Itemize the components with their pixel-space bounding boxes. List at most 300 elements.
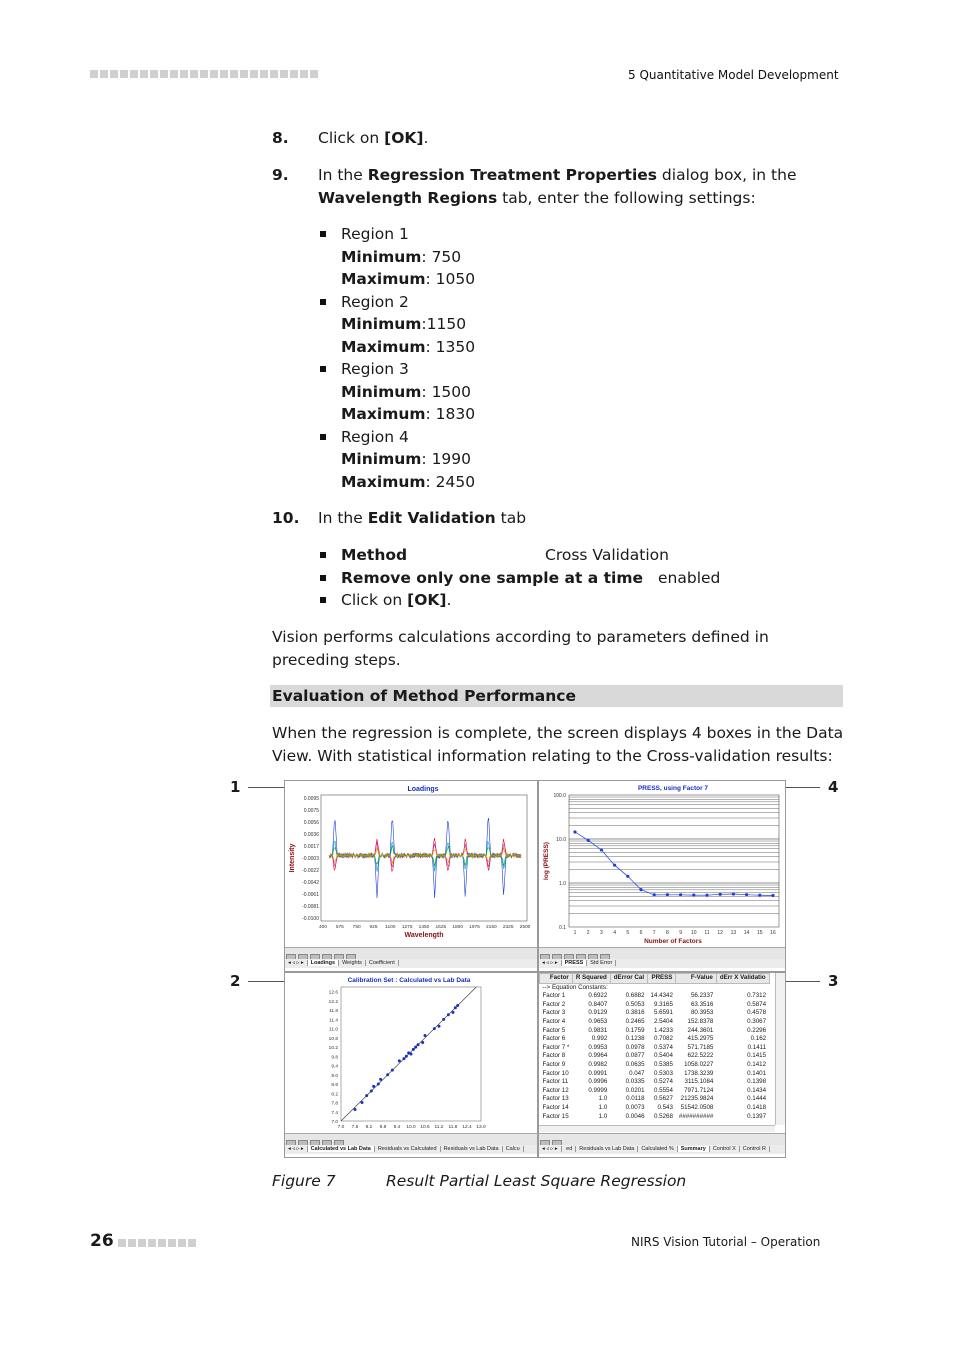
y-tick-label: 1.0 xyxy=(559,881,566,887)
chart-title: PRESS, using Factor 7 xyxy=(637,785,709,792)
table-cell: 0.5385 xyxy=(653,1060,673,1068)
region-item: Region 2 Minimum:1150 Maximum: 1350 xyxy=(318,291,475,359)
scatter-point xyxy=(398,1059,401,1062)
plot-frame xyxy=(569,795,779,927)
tab-weights[interactable]: Weights xyxy=(339,960,366,966)
y-tick-label: -0.0081 xyxy=(302,904,319,910)
tab-calculated-[interactable]: Calculated % xyxy=(638,1146,677,1152)
scatter-point xyxy=(447,1013,450,1016)
y-tick-label: 11.8 xyxy=(329,1009,338,1015)
table-cell: Factor 6 xyxy=(542,1035,566,1043)
press-data-point xyxy=(732,892,735,895)
panel-toolbar xyxy=(539,947,785,959)
table-cell: 0.5274 xyxy=(653,1078,673,1086)
table-cell: 0.9991 xyxy=(588,1069,608,1077)
press-data-point xyxy=(719,893,722,896)
x-tick-label: 11.2 xyxy=(434,1125,444,1130)
scatter-point xyxy=(391,1069,394,1072)
scatter-point xyxy=(354,1108,357,1111)
nav-arrows-icon[interactable]: ◂ ◃ ▹ ▸ xyxy=(539,1146,562,1152)
calibration-chart xyxy=(285,973,537,1133)
scatter-point xyxy=(361,1101,364,1104)
scatter-point xyxy=(403,1057,406,1060)
table-cell: Factor 3 xyxy=(542,1009,566,1017)
x-tick-label: 2 xyxy=(586,930,590,936)
y-tick-label: 7.4 xyxy=(331,1110,338,1116)
table-cell: Factor 15 xyxy=(542,1112,569,1120)
table-cell: 415.2975 xyxy=(687,1035,714,1043)
press-data-point xyxy=(639,888,642,891)
x-tick-label: 1800 xyxy=(452,925,464,930)
table-cell: Factor 7 * xyxy=(542,1043,570,1051)
table-cell: 0.9653 xyxy=(588,1017,608,1025)
table-cell: 0.5053 xyxy=(625,1000,645,1008)
scatter-point xyxy=(421,1041,424,1044)
table-cell: 0.1412 xyxy=(747,1060,767,1068)
section-heading: Evaluation of Method Performance xyxy=(270,685,843,707)
y-tick-label: -0.0061 xyxy=(302,892,319,898)
press-data-point xyxy=(745,893,748,896)
table-cell: 51542.0508 xyxy=(680,1103,714,1111)
table-cell: Factor 10 xyxy=(542,1069,569,1077)
scatter-point xyxy=(424,1034,427,1037)
y-tick-label: 9.8 xyxy=(331,1055,338,1061)
table-cell: 80.3953 xyxy=(690,1009,714,1017)
table-cell: 0.4578 xyxy=(747,1009,767,1017)
scatter-point xyxy=(370,1089,373,1092)
x-tick-label: 925 xyxy=(369,925,378,930)
y-tick-label: 0.1 xyxy=(559,925,566,931)
panel-tabs xyxy=(285,959,537,968)
scatter-point xyxy=(417,1043,420,1046)
table-cell: 0.1398 xyxy=(747,1078,767,1086)
table-row xyxy=(540,983,770,992)
x-tick-label: 6 xyxy=(639,930,643,936)
table-cell: 0.1444 xyxy=(747,1095,767,1103)
footer-decoration xyxy=(118,1239,196,1247)
y-tick-label: 0.0056 xyxy=(303,820,319,826)
scatter-point xyxy=(442,1018,445,1021)
scatter-point xyxy=(456,1004,459,1007)
table-row[interactable] xyxy=(540,1035,770,1044)
callout-4: 4 xyxy=(828,778,839,796)
table-row[interactable] xyxy=(540,1009,770,1018)
tab-press[interactable]: PRESS xyxy=(562,960,588,966)
nav-arrows-icon[interactable]: ◂ ◃ ▹ ▸ xyxy=(539,960,562,966)
table-cell: 14.4342 xyxy=(650,992,673,1000)
region-list xyxy=(318,223,475,493)
table-cell: 0.0201 xyxy=(625,1086,645,1094)
table-row[interactable] xyxy=(540,1113,770,1122)
tab-control-r[interactable]: Control R xyxy=(740,1146,770,1152)
step-number: 9. xyxy=(272,166,289,184)
column-header[interactable]: R Squared xyxy=(572,974,610,984)
callout-line xyxy=(780,787,820,788)
table-row[interactable] xyxy=(540,1018,770,1027)
table-cell: 0.8407 xyxy=(588,1000,608,1008)
x-tick-label: 13.0 xyxy=(476,1125,486,1130)
step-text: In the Regression Treatment Properties dialog box, in the Wavelength Regions tab, enter the following settings: xyxy=(318,166,797,207)
list-item: Remove only one sample at a time enabled xyxy=(318,567,838,590)
table-cell: 0.1401 xyxy=(747,1069,767,1077)
table-cell: 0.047 xyxy=(629,1069,645,1077)
region-item: Region 1 Minimum: 750 Maximum: 1050 xyxy=(318,223,475,291)
scatter-point xyxy=(438,1025,441,1028)
table-cell: 0.5554 xyxy=(653,1086,673,1094)
paragraph: When the regression is complete, the screen displays 4 boxes in the Data View. With statistical information relating to the Cross-validation results: xyxy=(272,724,844,765)
scatter-point xyxy=(454,1006,457,1009)
region-item: Region 4 Minimum: 1990 Maximum: 2450 xyxy=(318,426,475,494)
panel-tabs xyxy=(539,1145,785,1154)
x-tick-label: 1625 xyxy=(435,925,447,930)
y-tick-label: 0.0036 xyxy=(303,832,319,838)
x-tick-label: 5 xyxy=(626,930,630,936)
x-tick-label: 1275 xyxy=(401,925,413,930)
table-cell: 0.5404 xyxy=(653,1052,673,1060)
panel-toolbar xyxy=(539,1133,785,1145)
x-tick-label: 10.6 xyxy=(420,1125,430,1130)
y-tick-label: 8.2 xyxy=(331,1092,338,1098)
table-cell: 0.0073 xyxy=(625,1103,645,1111)
table-cell: 0.6922 xyxy=(588,992,608,1000)
table-cell: 0.7082 xyxy=(653,1035,673,1043)
x-tick-label: 15 xyxy=(757,930,763,936)
figure-result-pls xyxy=(228,776,844,1160)
summary-table-area xyxy=(539,973,775,1125)
tab-summary[interactable]: Summary xyxy=(678,1146,710,1152)
y-tick-label: 0.0095 xyxy=(303,796,319,802)
calibration-panel[interactable] xyxy=(284,972,538,1158)
x-tick-label: 750 xyxy=(352,925,361,930)
table-cell: Factor 12 xyxy=(542,1086,569,1094)
y-axis-label: log (PRESS) xyxy=(543,842,550,880)
table-cell: 622.5222 xyxy=(687,1052,714,1060)
y-tick-label: 9.0 xyxy=(331,1073,338,1079)
x-tick-label: 2150 xyxy=(485,925,497,930)
table-cell: Factor 9 xyxy=(542,1060,566,1068)
scatter-point xyxy=(377,1083,380,1086)
scatter-point xyxy=(433,1027,436,1030)
x-axis-label: Wavelength xyxy=(404,932,444,939)
table-row[interactable] xyxy=(540,1070,770,1079)
table-cell: 0.5303 xyxy=(653,1069,673,1077)
table-cell: 571.7185 xyxy=(687,1043,714,1051)
x-tick-label: 11.8 xyxy=(448,1125,458,1130)
tab-ed[interactable]: ed xyxy=(563,1146,576,1152)
table-cell: 0.7312 xyxy=(747,992,767,1000)
table-cell: Factor 14 xyxy=(542,1103,569,1111)
scatter-point xyxy=(452,1011,455,1014)
table-cell: 0.3067 xyxy=(747,1017,767,1025)
table-cell: 0.0635 xyxy=(625,1060,645,1068)
x-tick-label: 12 xyxy=(717,930,723,936)
table-cell: 0.162 xyxy=(750,1035,767,1043)
figure-label: Figure 7 xyxy=(272,1172,336,1190)
x-tick-label: 1975 xyxy=(469,925,480,930)
table-cell: 0.1397 xyxy=(747,1112,767,1120)
table-cell: Factor 13 xyxy=(542,1095,569,1103)
tab-control-x[interactable]: Control X xyxy=(710,1146,740,1152)
press-data-point xyxy=(692,894,695,897)
table-cell: 0.3816 xyxy=(625,1009,645,1017)
table-cell: --> Equation Constants: xyxy=(542,983,608,991)
scatter-point xyxy=(365,1094,368,1097)
x-tick-label: 7 xyxy=(652,930,656,936)
nav-arrows-icon[interactable]: ◂ ◃ ▹ ▸ xyxy=(285,1146,308,1152)
table-cell: 3115.1084 xyxy=(684,1078,714,1086)
summary-table xyxy=(539,973,770,1121)
table-cell: 0.1238 xyxy=(625,1035,645,1043)
table-cell: 5.6591 xyxy=(653,1009,673,1017)
press-data-point xyxy=(587,839,590,842)
y-tick-label: 100.0 xyxy=(553,793,566,799)
list-item: Method Cross Validation xyxy=(318,544,838,567)
press-data-point xyxy=(626,875,629,878)
column-header[interactable]: dErr X Validatio xyxy=(716,974,769,984)
step-number: 8. xyxy=(272,129,289,147)
vertical-scrollbar[interactable] xyxy=(775,973,785,1125)
table-cell: 0.0118 xyxy=(626,1095,645,1103)
table-cell: 0.5874 xyxy=(747,1000,767,1008)
table-cell: 0.0877 xyxy=(625,1052,645,1060)
table-cell: 0.1411 xyxy=(747,1043,767,1051)
table-cell: ########## xyxy=(678,1112,714,1120)
table-cell: 0.2465 xyxy=(625,1017,645,1025)
table-row[interactable] xyxy=(540,1044,770,1053)
table-cell: Factor 11 xyxy=(542,1078,569,1086)
tab-calculated-vs-lab[interactable]: Calculated vs Lab Data xyxy=(308,1146,375,1152)
panel-toolbar xyxy=(285,947,537,959)
x-tick-label: 575 xyxy=(335,925,344,930)
panel-toolbar xyxy=(285,1133,537,1145)
x-tick-label: 1 xyxy=(573,930,577,936)
scatter-point xyxy=(414,1046,417,1049)
x-tick-label: 11 xyxy=(704,930,710,936)
table-row[interactable] xyxy=(540,1027,770,1036)
table-row[interactable] xyxy=(540,1104,770,1113)
x-tick-label: 3 xyxy=(600,930,603,936)
x-tick-label: 7.6 xyxy=(351,1125,359,1130)
x-tick-label: 9 xyxy=(679,930,682,936)
table-cell: Factor 2 xyxy=(542,1000,566,1008)
callout-1: 1 xyxy=(230,778,241,796)
table-cell: 0.9964 xyxy=(588,1052,608,1060)
table-cell: 0.9953 xyxy=(588,1043,608,1051)
table-cell: 0.0978 xyxy=(625,1043,645,1051)
table-cell: 0.992 xyxy=(591,1035,608,1043)
scatter-point xyxy=(405,1055,408,1058)
table-cell: 0.9129 xyxy=(588,1009,608,1017)
y-tick-label: 0.0017 xyxy=(303,844,319,850)
page-number: 26 xyxy=(90,1231,114,1251)
scatter-point xyxy=(386,1073,389,1076)
table-cell: 152.8378 xyxy=(687,1017,714,1025)
y-tick-label: 11.4 xyxy=(329,1018,338,1024)
table-cell: 0.1434 xyxy=(747,1086,767,1094)
y-axis-label: Intensity xyxy=(289,843,296,873)
table-cell: 7971.7124 xyxy=(684,1086,714,1094)
press-data-point xyxy=(600,848,603,851)
table-cell: 0.5627 xyxy=(653,1095,673,1103)
figure-caption: Result Partial Least Square Regression xyxy=(386,1172,687,1190)
column-header[interactable]: Factor xyxy=(540,974,573,984)
table-cell: 0.1759 xyxy=(625,1026,645,1034)
x-tick-label: 12.4 xyxy=(462,1125,472,1130)
press-data-point xyxy=(573,830,576,833)
chart-title: Calibration Set : Calculated vs Lab Data xyxy=(347,977,471,984)
tab-std-error[interactable]: Std Error xyxy=(587,960,616,966)
x-tick-label: 8.2 xyxy=(365,1125,373,1130)
press-data-point xyxy=(666,893,669,896)
x-tick-label: 400 xyxy=(318,925,328,930)
x-tick-label: 9.4 xyxy=(393,1125,401,1130)
x-tick-label: 1100 xyxy=(385,925,396,930)
y-tick-label: 10.0 xyxy=(556,837,566,843)
table-row[interactable] xyxy=(540,992,770,1001)
tab-calcu[interactable]: Calcu xyxy=(503,1146,524,1152)
press-series-line xyxy=(575,832,773,896)
tab-coefficient[interactable]: Coefficient xyxy=(366,960,399,966)
table-cell: 21235.9824 xyxy=(680,1095,714,1103)
table-cell: 244.3601 xyxy=(687,1026,714,1034)
press-data-point xyxy=(771,894,774,897)
scatter-point xyxy=(379,1078,382,1081)
x-tick-label: 4 xyxy=(613,930,616,936)
x-axis-label: Number of Factors xyxy=(644,938,702,945)
scatter-point xyxy=(407,1051,410,1054)
column-header[interactable]: PRESS xyxy=(648,974,676,984)
x-tick-label: 13 xyxy=(730,930,737,936)
y-tick-label: -0.0022 xyxy=(302,868,319,874)
summary-panel[interactable] xyxy=(538,972,786,1158)
chapter-title: 5 Quantitative Model Development xyxy=(628,68,839,82)
plot-frame xyxy=(321,795,527,921)
table-row[interactable] xyxy=(540,1078,770,1087)
table-cell: 0.2296 xyxy=(747,1026,767,1034)
table-row[interactable] xyxy=(540,1052,770,1061)
press-panel[interactable] xyxy=(538,780,786,972)
horizontal-scrollbar[interactable] xyxy=(539,1125,775,1132)
y-tick-label: -0.0003 xyxy=(302,856,319,862)
x-tick-label: 10.0 xyxy=(406,1125,416,1130)
y-tick-label: -0.0100 xyxy=(302,916,319,922)
table-cell: 1058.0227 xyxy=(684,1060,714,1068)
table-row[interactable] xyxy=(540,1087,770,1096)
x-tick-label: 10 xyxy=(691,930,697,936)
scatter-point xyxy=(412,1048,415,1051)
table-cell: 9.3165 xyxy=(653,1000,673,1008)
table-cell: Factor 1 xyxy=(542,992,566,1000)
x-tick-label: 8.8 xyxy=(379,1125,387,1130)
table-row[interactable] xyxy=(540,1001,770,1010)
y-tick-label: 10.2 xyxy=(328,1046,338,1052)
column-header[interactable]: dError Cal xyxy=(610,974,647,984)
table-cell: 1.0 xyxy=(598,1112,608,1120)
callout-line xyxy=(780,981,820,982)
table-cell: 0.9999 xyxy=(588,1086,608,1094)
tab-residuals-vs-calculated[interactable]: Residuals vs Calculated xyxy=(375,1146,441,1152)
tab-residuals-vs-lab[interactable]: Residuals vs Lab Data xyxy=(441,1146,503,1152)
table-row[interactable] xyxy=(540,1061,770,1070)
y-tick-label: 7.8 xyxy=(331,1101,338,1107)
step-text: In the Edit Validation tab xyxy=(318,509,527,527)
press-data-point xyxy=(613,864,616,867)
x-tick-label: 7.0 xyxy=(337,1125,345,1130)
table-cell: Factor 8 xyxy=(542,1052,566,1060)
table-cell: 0.0335 xyxy=(625,1078,645,1086)
x-tick-label: 16 xyxy=(770,930,776,936)
callout-2: 2 xyxy=(230,972,241,990)
list-item: Click on [OK]. xyxy=(318,589,838,612)
table-cell: 0.5268 xyxy=(653,1112,673,1120)
table-cell: 0.9831 xyxy=(588,1026,608,1034)
validation-list xyxy=(318,544,838,612)
y-tick-label: 12.6 xyxy=(328,990,338,996)
paragraph: Vision performs calculations according to parameters defined in preceding steps. xyxy=(272,628,769,669)
column-header[interactable]: F-Value xyxy=(676,974,716,984)
table-cell: 0.1418 xyxy=(747,1103,767,1111)
table-row[interactable] xyxy=(540,1095,770,1104)
step-text: Click on [OK]. xyxy=(318,129,429,147)
y-tick-label: 12.2 xyxy=(328,999,338,1005)
table-cell: 0.9982 xyxy=(588,1060,608,1068)
table-header-row xyxy=(540,974,770,984)
panel-tabs xyxy=(285,1145,537,1154)
x-tick-label: 2500 xyxy=(519,925,531,930)
table-cell: 0.0046 xyxy=(625,1112,645,1120)
y-tick-label: 9.4 xyxy=(331,1064,338,1070)
table-cell: 56.2337 xyxy=(690,992,714,1000)
table-cell: 0.6882 xyxy=(625,992,645,1000)
y-tick-label: 0.0075 xyxy=(303,808,319,814)
loadings-chart xyxy=(285,781,537,947)
loadings-panel[interactable] xyxy=(284,780,538,972)
region-item: Region 3 Minimum: 1500 Maximum: 1830 xyxy=(318,358,475,426)
y-tick-label: 10.6 xyxy=(328,1036,338,1042)
table-cell: 2.5404 xyxy=(653,1017,673,1025)
y-tick-label: 11.0 xyxy=(329,1027,338,1033)
step-number: 10. xyxy=(272,509,300,527)
table-cell: 1.0 xyxy=(598,1103,608,1111)
press-chart xyxy=(539,781,785,947)
table-cell: Factor 4 xyxy=(542,1017,566,1025)
footer-doc-title: NIRS Vision Tutorial – Operation xyxy=(631,1235,821,1249)
table-cell: 0.9996 xyxy=(588,1078,608,1086)
scatter-point xyxy=(372,1085,375,1088)
table-cell: 63.3516 xyxy=(690,1000,714,1008)
header-decoration xyxy=(90,70,318,78)
panel-tabs xyxy=(539,959,785,968)
x-tick-label: 8 xyxy=(666,930,669,936)
press-data-point xyxy=(653,893,656,896)
press-data-point xyxy=(679,893,682,896)
y-tick-label: 8.6 xyxy=(331,1083,338,1089)
table-cell: 0.5374 xyxy=(653,1043,673,1051)
press-data-point xyxy=(705,894,708,897)
press-data-point xyxy=(758,894,761,897)
y-tick-label: 7.0 xyxy=(331,1120,338,1125)
nav-arrows-icon[interactable]: ◂ ◃ ▹ ▸ xyxy=(285,960,308,966)
callout-3: 3 xyxy=(828,972,839,990)
x-tick-label: 2325 xyxy=(502,925,514,930)
table-cell: 1.4233 xyxy=(653,1026,673,1034)
x-tick-label: 1450 xyxy=(418,925,430,930)
tab-residuals-vs-lab-data[interactable]: Residuals vs Lab Data xyxy=(576,1146,638,1152)
chart-title: Loadings xyxy=(407,786,439,793)
y-tick-label: -0.0042 xyxy=(302,880,319,886)
tab-loadings[interactable]: Loadings xyxy=(308,960,339,966)
table-cell: Factor 5 xyxy=(542,1026,566,1034)
